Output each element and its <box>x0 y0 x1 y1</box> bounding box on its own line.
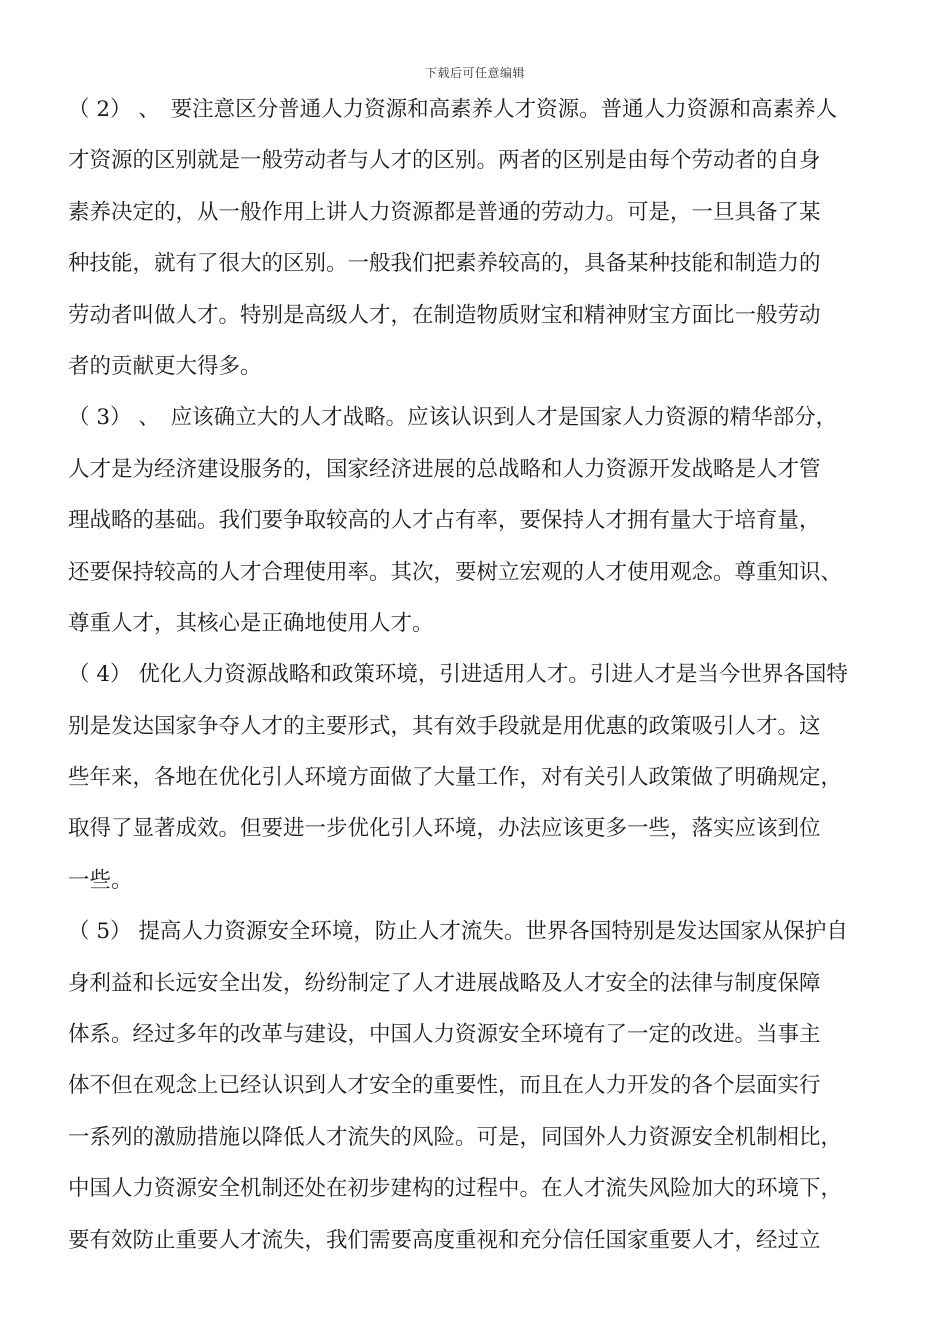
text-line: （ 5） 提高人力资源安全环境，防止人才流失。世界各国特别是发达国家从保护自 <box>68 919 848 945</box>
text-line: 劳动者叫做人才。特别是高级人才，在制造物质财宝和精神财宝方面比一般劳动 <box>68 302 821 328</box>
text-line: 理战略的基础。我们要争取较高的人才占有率，要保持人才拥有量大于培育量， <box>68 508 821 534</box>
text-line: 体不但在观念上已经认识到人才安全的重要性，而且在人力开发的各个层面实行 <box>68 1073 821 1099</box>
text-line: 一些。 <box>68 867 133 893</box>
text-line: 中国人力资源安全机制还处在初步建构的过程中。在人才流失风险加大的环境下， <box>68 1176 843 1202</box>
text-line: 种技能，就有了很大的区别。一般我们把素养较高的，具备某种技能和制造力的 <box>68 251 821 277</box>
text-line: 身利益和长远安全出发，纷纷制定了人才进展战略及人才安全的法律与制度保障 <box>68 970 821 996</box>
text-line: 者的贡献更大得多。 <box>68 353 262 379</box>
text-line: 些年来，各地在优化引人环境方面做了大量工作，对有关引人政策做了明确规定， <box>68 765 843 791</box>
text-line: （ 2） 、 要注意区分普通人力资源和高素养人才资源。普通人力资源和高素养人 <box>68 97 838 122</box>
page-header: 下载后可任意编辑 <box>424 66 525 80</box>
text-line: （ 3） 、 应该确立大的人才战略。应该认识到人才是国家人力资源的精华部分， <box>68 405 838 431</box>
text-line: 尊重人才，其核心是正确地使用人才。 <box>68 610 434 636</box>
text-line: 素养决定的，从一般作用上讲人力资源都是普通的劳动力。可是，一旦具备了某 <box>68 199 821 225</box>
text-line: 一系列的激励措施以降低人才流失的风险。可是，同国外人力资源安全机制相比， <box>68 1124 843 1150</box>
text-line: （ 4） 优化人力资源战略和政策环境，引进适用人才。引进人才是当今世界各国特 <box>68 662 848 688</box>
text-line: 才资源的区别就是一般劳动者与人才的区别。两者的区别是由每个劳动者的自身 <box>68 148 821 174</box>
text-line: 别是发达国家争夺人才的主要形式，其有效手段就是用优惠的政策吸引人才。这 <box>68 713 821 739</box>
text-line: 还要保持较高的人才合理使用率。其次，要树立宏观的人才使用观念。尊重知识、 <box>68 559 843 585</box>
text-line: 取得了显著成效。但要进一步优化引人环境，办法应该更多一些，落实应该到位 <box>68 816 821 842</box>
document-body <box>68 84 888 1266</box>
text-line: 人才是为经济建设服务的，国家经济进展的总战略和人力资源开发战略是人才管 <box>68 456 821 482</box>
text-line: 要有效防止重要人才流失，我们需要高度重视和充分信任国家重要人才，经过立 <box>68 1227 821 1253</box>
text-line: 体系。经过多年的改革与建设，中国人力资源安全环境有了一定的改进。当事主 <box>68 1022 821 1048</box>
